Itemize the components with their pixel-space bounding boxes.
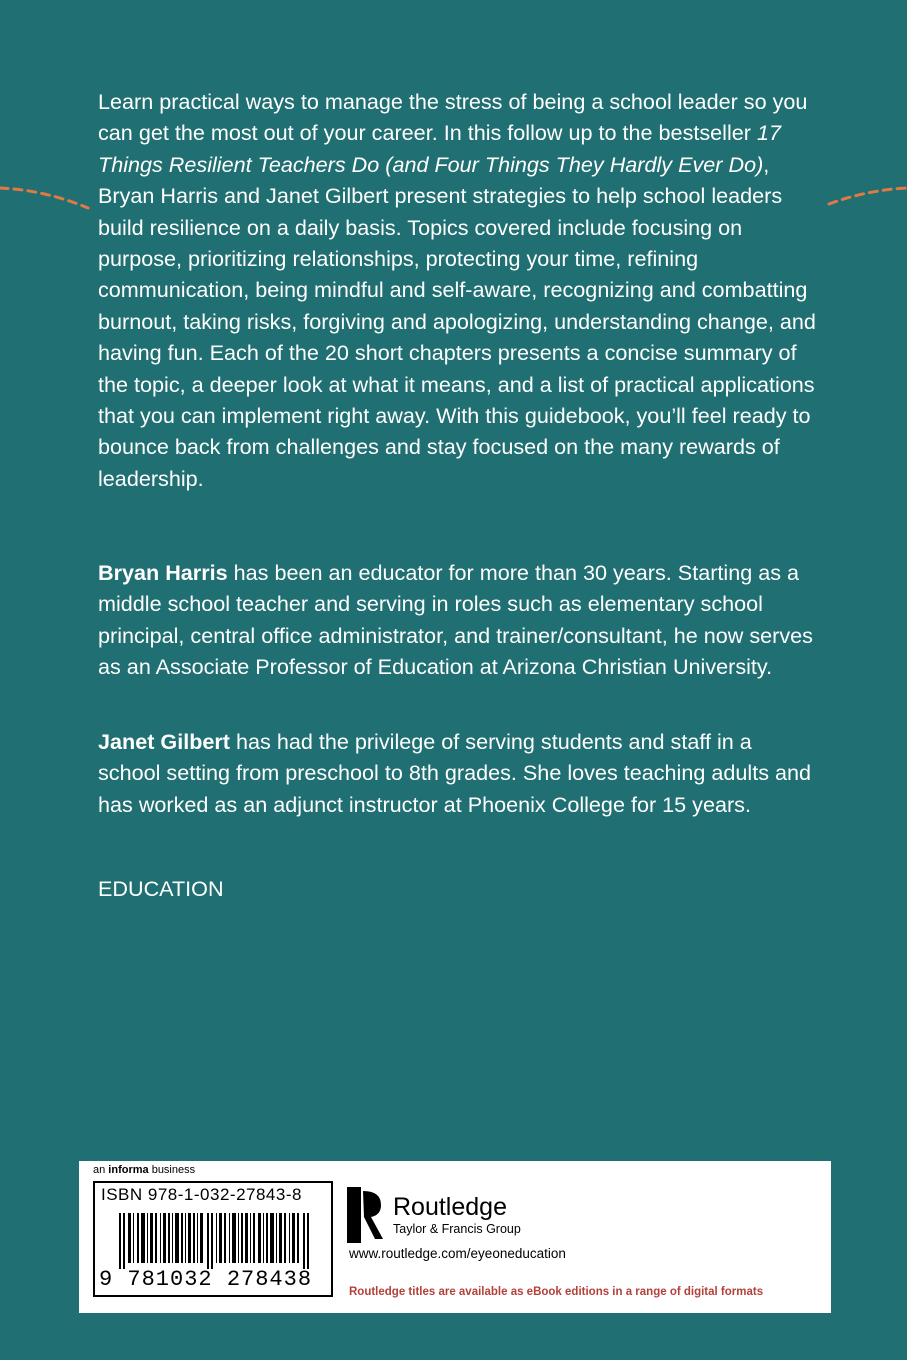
ebook-note: Routledge titles are available as eBook editions in a range of digital formats — [349, 1286, 764, 1298]
informa-tagline: an informa business — [93, 1164, 196, 1176]
isbn-barcode — [93, 1181, 333, 1297]
barcode-digits: 9 781032 278438 — [99, 1267, 313, 1292]
author-bio-janet-gilbert: Janet Gilbert has had the privilege of serving students and staff in a school setting from preschool to 8th grades. She loves teaching adults and has worked as an adjunct instructor at Phoenix College for 15 years. — [98, 729, 812, 817]
barcode-icon — [119, 1213, 315, 1269]
decorative-dashes-left — [0, 182, 90, 212]
routledge-logo-icon — [347, 1187, 387, 1243]
author-bio-bryan-harris: Bryan Harris has been an educator for more than 30 years. Starting as a middle school teacher and serving in roles such as elementary school principal, central office administrator, and trainer/consultant, he now serves as an Associate Professor of Education at Arizona Christian University. — [98, 560, 813, 680]
author-name: Janet Gilbert — [98, 729, 230, 754]
book-description: Learn practical ways to manage the stress of being a school leader so you can get the most out of your career. In this follow up to the bestseller 17 Things Resilient Teachers Do (and Four Things They Hardly Ever Do), Bryan Harris and Janet Gilbert present strategies to help school leaders build resilience on a daily basis. Topics covered include focusing on purpose, prioritizing relationships, protecting your time, refining communication, being mindful and self-aware, recognizing and combatting burnout, taking risks, forgiving and apologizing, understanding change, and having fun. Each of the 20 short chapters presents a concise summary of the topic, a deeper look at what it means, and a list of practical applications that you can implement right away. With this guidebook, you’ll feel ready to bounce back from challenges and stay focused on the many rewards of leadership. — [98, 89, 816, 491]
publisher-name: Routledge — [393, 1193, 507, 1221]
subject-category: EDUCATION — [98, 876, 224, 901]
decorative-dashes-right — [827, 168, 907, 208]
publisher-group: Taylor & Francis Group — [393, 1222, 521, 1236]
author-name: Bryan Harris — [98, 560, 228, 585]
referenced-book-title: 17 Things Resilient Teachers Do (and Four Things They Hardly Ever Do) — [98, 120, 781, 177]
publisher-panel — [79, 1161, 831, 1313]
isbn-text: ISBN 978-1-032-27843-8 — [101, 1185, 302, 1204]
publisher-url[interactable]: www.routledge.com/eyeoneducation — [349, 1246, 566, 1261]
